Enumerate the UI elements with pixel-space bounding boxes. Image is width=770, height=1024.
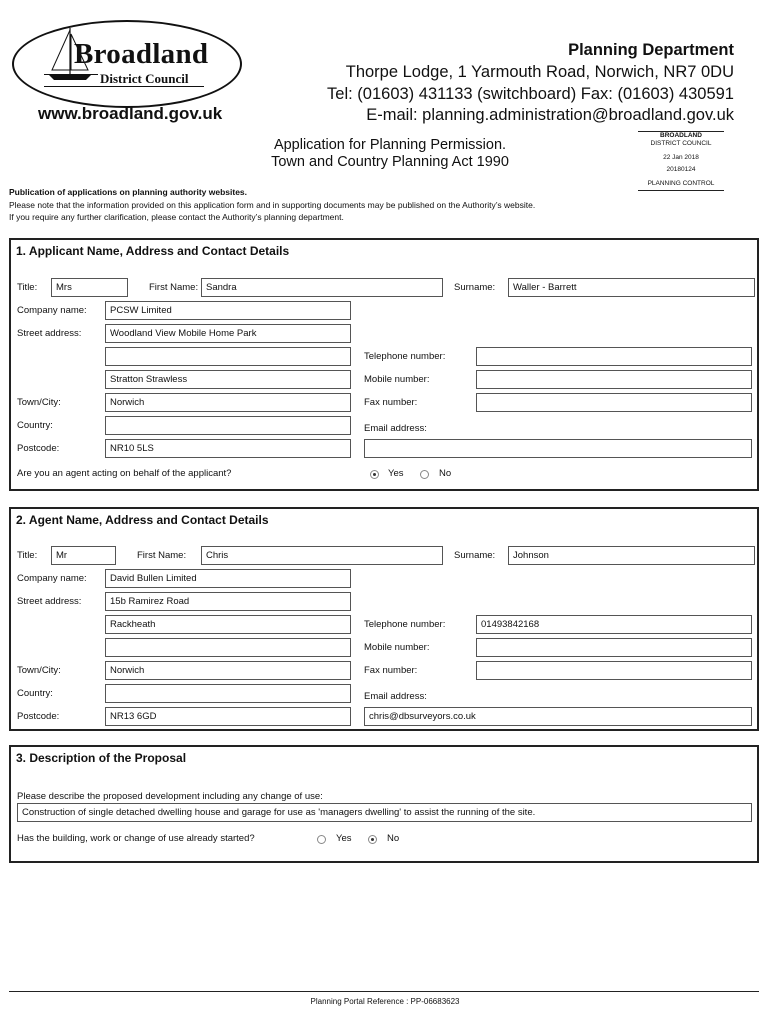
footer-rule [9,991,759,992]
form-subtitle: Town and Country Planning Act 1990 [271,154,509,170]
agent-first-name-field[interactable]: Chris [201,546,443,565]
agent-section [9,507,759,731]
agent-title-field[interactable]: Mr [51,546,116,565]
agent-yes-label: Yes [388,468,404,479]
proposal-section [9,745,759,863]
agent-postcode-field[interactable]: NR13 6GD [105,707,351,726]
notice-heading: Publication of applications on planning authority websites. [9,187,248,197]
title-label: Title: [17,282,38,293]
applicant-company-field[interactable]: PCSW Limited [105,301,351,320]
logo-name: Broadland [74,38,209,70]
started-question: Has the building, work or change of use already started? [17,833,255,844]
agent-question: Are you an agent acting on behalf of the applicant? [17,468,232,479]
first-name-label: First Name: [149,282,199,293]
mobile-label: Mobile number: [364,642,430,653]
applicant-street2-field[interactable] [105,347,351,366]
website-link[interactable]: www.broadland.gov.uk [38,104,223,123]
dept-address: Thorpe Lodge, 1 Yarmouth Road, Norwich, NR7 0DU [345,63,734,81]
agent-yes-radio[interactable] [370,470,379,479]
dept-title: Planning Department [568,41,734,59]
section-title: 2. Agent Name, Address and Contact Details [16,513,269,527]
stamp-bottom: PLANNING CONTROL [638,178,724,191]
country-label: Country: [17,420,53,431]
agent-email-field[interactable]: chris@dbsurveyors.co.uk [364,707,752,726]
fax-label: Fax number: [364,397,418,408]
dept-email: E-mail: planning.administration@broadland.gov.uk [366,106,734,124]
started-no-label: No [387,833,400,844]
company-label: Company name: [17,573,87,584]
agent-street3-field[interactable] [105,638,351,657]
mobile-label: Mobile number: [364,374,430,385]
agent-surname-field[interactable]: Johnson [508,546,755,565]
email-label: Email address: [364,691,427,702]
proposal-description-field[interactable]: Construction of single detached dwelling house and garage for use as 'managers dwelling' to assist the running of the site. [17,803,752,822]
applicant-street3-field[interactable]: Stratton Strawless [105,370,351,389]
agent-town-field[interactable]: Norwich [105,661,351,680]
notice-line2: If you require any further clarification, please contact the Authority’s planning department. [9,212,344,222]
proposal-prompt: Please describe the proposed development including any change of use: [17,791,323,802]
agent-mobile-field[interactable] [476,638,752,657]
fax-label: Fax number: [364,665,418,676]
received-stamp [638,131,724,191]
agent-fax-field[interactable] [476,661,752,680]
applicant-title-field[interactable]: Mrs [51,278,128,297]
dept-telephone: Tel: (01603) 431133 (switchboard) Fax: (01603) 430591 [327,85,734,103]
applicant-surname-field[interactable]: Waller - Barrett [508,278,755,297]
agent-no-label: No [439,468,452,479]
first-name-label: First Name: [137,550,187,561]
started-yes-radio[interactable] [317,835,326,844]
postcode-label: Postcode: [17,711,60,722]
agent-no-radio[interactable] [420,470,429,479]
applicant-mobile-field[interactable] [476,370,752,389]
title-label: Title: [17,550,38,561]
stamp-code: 20180124 [666,166,696,173]
started-no-radio[interactable] [368,835,377,844]
logo-subtitle: District Council [100,71,189,86]
telephone-label: Telephone number: [364,619,446,630]
applicant-telephone-field[interactable] [476,347,752,366]
applicant-postcode-field[interactable]: NR10 5LS [105,439,351,458]
notice-line1: Please note that the information provided on this application form and in supporting documents may be published on the Authority’s website. [9,200,536,210]
applicant-street1-field[interactable]: Woodland View Mobile Home Park [105,324,351,343]
logo-rule [44,74,98,75]
telephone-label: Telephone number: [364,351,446,362]
applicant-section [9,238,759,491]
applicant-country-field[interactable] [105,416,351,435]
agent-street1-field[interactable]: 15b Ramirez Road [105,592,351,611]
street-label: Street address: [17,596,82,607]
surname-label: Surname: [454,550,496,561]
agent-street2-field[interactable]: Rackheath [105,615,351,634]
section-title: 1. Applicant Name, Address and Contact Details [16,244,290,258]
applicant-email-field[interactable] [364,439,752,458]
applicant-first-name-field[interactable]: Sandra [201,278,443,297]
email-label: Email address: [364,423,427,434]
logo-rule [44,86,204,87]
form-title: Application for Planning Permission. [273,137,507,153]
company-label: Company name: [17,305,87,316]
town-label: Town/City: [17,665,61,676]
stamp-line2: DISTRICT COUNCIL [650,140,712,147]
agent-telephone-field[interactable]: 01493842168 [476,615,752,634]
surname-label: Surname: [454,282,496,293]
portal-reference: Planning Portal Reference : PP-06683623 [310,997,460,1006]
town-label: Town/City: [17,397,61,408]
stamp-line1: BROADLAND [660,132,702,139]
postcode-label: Postcode: [17,443,60,454]
section-title: 3. Description of the Proposal [16,751,187,765]
applicant-town-field[interactable]: Norwich [105,393,351,412]
agent-country-field[interactable] [105,684,351,703]
applicant-fax-field[interactable] [476,393,752,412]
country-label: Country: [17,688,53,699]
street-label: Street address: [17,328,82,339]
started-yes-label: Yes [336,833,352,844]
agent-company-field[interactable]: David Bullen Limited [105,569,351,588]
stamp-date: 22 Jan 2018 [663,154,699,161]
